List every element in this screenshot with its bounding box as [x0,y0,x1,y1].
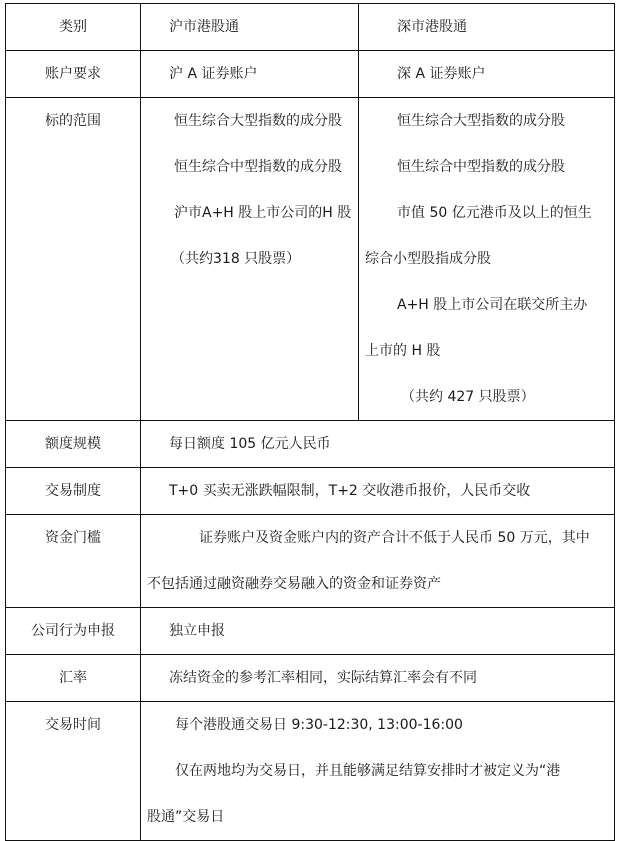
row-label: 汇率 [6,655,141,702]
row-label: 额度规模 [6,421,141,468]
corporate-action-value-cell: 独立申报 [141,608,615,655]
row-label: 交易制度 [6,468,141,515]
header-sz-cell: 深市港股通 [359,4,615,51]
account-sh-cell: 沪 A 证券账户 [141,51,359,98]
exchange-rate-value-cell: 冻结资金的参考汇率相同，实际结算汇率会有不同 [141,655,615,702]
header-category-cell: 类别 [6,4,141,51]
trading-hours-line: 仅在两地均为交易日，并且能够满足结算安排时才被定义为“港 [175,763,561,779]
row-account-requirement [6,51,615,98]
capital-threshold-line: 不包括通过融资融券交易融入的资金和证券资产 [147,576,441,592]
row-label: 公司行为申报 [6,608,141,655]
range-sh-cell [141,98,359,421]
range-sz-line: 综合小型股指成分股 [365,251,491,267]
range-sz-line: 恒生综合大型指数的成分股 [397,113,565,129]
row-label: 资金门槛 [6,515,141,608]
row-exchange-rate [6,655,615,702]
row-label: 标的范围 [6,98,141,421]
capital-threshold-value-cell [141,515,615,608]
range-sz-cell [359,98,615,421]
row-label: 交易时间 [6,702,141,841]
row-underlying-range [6,98,615,421]
range-sh-line: 沪市A+H 股上市公司的H 股 [174,205,352,221]
account-sz-cell: 深 A 证券账户 [359,51,615,98]
row-corporate-action [6,608,615,655]
range-sh-line: 恒生综合中型指数的成分股 [174,159,342,175]
row-trading-system [6,468,615,515]
capital-threshold-line: 证券账户及资金账户内的资产合计不低于人民币 50 万元，其中 [199,530,590,546]
range-sz-line: 市值 50 亿元港币及以上的恒生 [397,205,592,221]
range-sz-line: 上市的 H 股 [365,343,441,359]
header-row [6,4,615,51]
trading-hours-line: 每个港股通交易日 9:30-12:30, 13:00-16:00 [175,717,463,733]
trading-system-value-cell: T+0 买卖无涨跌幅限制，T+2 交收港币报价，人民币交收 [141,468,615,515]
header-sh-cell: 沪市港股通 [141,4,359,51]
trading-hours-value-cell [141,702,615,841]
range-sh-line: 恒生综合大型指数的成分股 [174,113,342,129]
range-sz-line: A+H 股上市公司在联交所主办 [397,297,588,313]
row-trading-hours [6,702,615,841]
row-label: 账户要求 [6,51,141,98]
row-quota [6,421,615,468]
range-sh-line: （共约318 只股票） [171,251,301,267]
trading-hours-line: 股通”交易日 [147,809,225,825]
range-sz-line: 恒生综合中型指数的成分股 [397,159,565,175]
quota-value-cell: 每日额度 105 亿元人民币 [141,421,615,468]
hk-connect-comparison-table [5,3,615,841]
row-capital-threshold [6,515,615,608]
range-sz-line: （共约 427 只股票） [401,389,535,405]
